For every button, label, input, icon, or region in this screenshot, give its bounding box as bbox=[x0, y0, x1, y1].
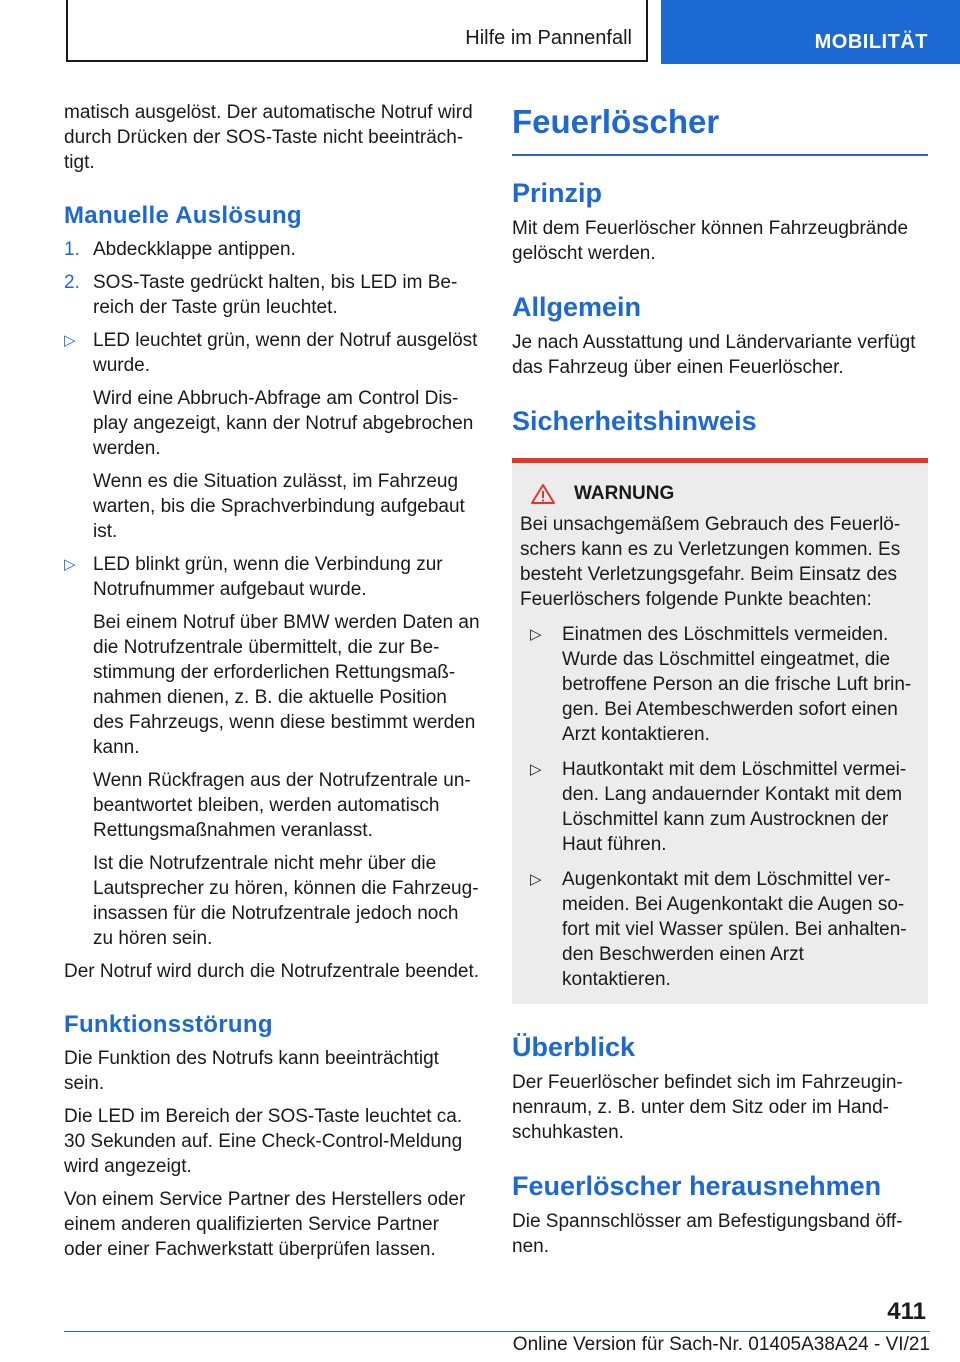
right-column bbox=[512, 100, 928, 1267]
bullet-triangle-icon: ▷ bbox=[64, 332, 76, 349]
general-paragraph: Je nach Ausstattung und Ländervariante verfügt das Fahrzeug über einen Feuerlöscher. bbox=[512, 332, 916, 378]
bullet-text: LED leuchtet grün, wenn der Notruf ausgelöst wurde. bbox=[93, 330, 478, 376]
left-column bbox=[64, 100, 480, 1270]
malfunction-paragraph: Die Funktion des Notrufs kann beeinträchtigt sein. bbox=[64, 1048, 439, 1094]
bullet-triangle-icon: ▷ bbox=[530, 626, 542, 643]
step-item bbox=[64, 270, 480, 320]
step-text: SOS-Taste gedrückt halten, bis LED im Bereich der Taste grün leuchtet. bbox=[93, 272, 458, 318]
warning-text: Bei unsachgemäßem Gebrauch des Feuerlöschers kann es zu Verletzungen kommen. Es besteht Verletzungsgefahr. Beim Einsatz des Feuerlöschers folgende Punkte beachten: bbox=[520, 514, 901, 610]
warning-item-text: Augenkontakt mit dem Löschmittel vermeiden. Bei Augenkontakt die Augen sofort mit viel Wasser spülen. Bei anhaltenden Beschwerden einen Arzt kontaktieren. bbox=[562, 869, 907, 990]
chapter-tab bbox=[661, 0, 960, 64]
step-number: 2. bbox=[64, 272, 80, 293]
warning-item bbox=[520, 757, 916, 857]
page-number: 411 bbox=[887, 1298, 926, 1325]
safety-heading: Sicherheitshinweis bbox=[512, 406, 757, 436]
malfunction-paragraph: Von einem Service Partner des Herstellers oder einem anderen qualifizierten Service Partner oder einer Fachwerkstatt überprüfen lassen. bbox=[64, 1189, 466, 1260]
warning-item-text: Hautkontakt mit dem Löschmittel vermeiden. Lang andauernder Kontakt mit dem Löschmittel kann zum Austrocknen der Haut führen. bbox=[562, 759, 907, 855]
end-paragraph: Der Notruf wird durch die Notrufzentrale beendet. bbox=[64, 961, 480, 982]
footer-divider bbox=[64, 1331, 930, 1332]
footer-online-version: Online Version für Sach-Nr. 01405A38A24 - VI/21 bbox=[512, 1334, 930, 1355]
warning-item-text: Einatmen des Löschmittels vermeiden. Wurde das Löschmittel eingeatmet, die betroffene Person an die frische Luft bringen. Bei Atembeschwerden sofort einen Arzt kontaktieren. bbox=[562, 624, 912, 745]
warning-label: WARNUNG bbox=[574, 483, 675, 504]
malfunction-paragraph: Die LED im Bereich der SOS-Taste leuchtet ca. 30 Sekunden auf. Eine Check-Control-Meldung wird angezeigt. bbox=[64, 1106, 463, 1177]
bullet-triangle-icon: ▷ bbox=[64, 556, 76, 573]
principle-heading: Prinzip bbox=[512, 178, 603, 208]
bullet-triangle-icon: ▷ bbox=[530, 871, 542, 888]
general-heading: Allgemein bbox=[512, 292, 642, 322]
step-item bbox=[64, 237, 480, 262]
warning-item bbox=[520, 622, 916, 747]
warning-title-row bbox=[520, 481, 916, 506]
malfunction-heading: Funktionsstörung bbox=[64, 1011, 273, 1038]
bullet-subparagraph: Wenn es die Situation zulässt, im Fahrzeug warten, bis die Sprachverbindung aufgebaut ist. bbox=[93, 471, 465, 542]
bullet-subparagraph: Bei einem Notruf über BMW werden Daten an die Notrufzentrale übermittelt, die zur Bestimmung der erforderlichen Rettungsmaßnahmen dienen, z. B. die aktuelle Position des Fahrzeugs, wenn diese bestimmt werden kann. bbox=[93, 612, 480, 758]
bullet-subparagraph: Wenn Rückfragen aus der Notrufzentrale unbeantwortet bleiben, werden automatisch Rettungsmaßnahmen veranlasst. bbox=[93, 770, 471, 841]
page-title: Feuerlöscher bbox=[512, 100, 928, 156]
manual-trigger-heading: Manuelle Auslösung bbox=[64, 202, 302, 229]
bullet-triangle-icon: ▷ bbox=[530, 761, 542, 778]
warning-item bbox=[520, 867, 916, 992]
bullet-item bbox=[64, 328, 480, 378]
section-title: Hilfe im Pannenfall bbox=[465, 27, 632, 49]
step-number: 1. bbox=[64, 239, 80, 260]
step-text: Abdeckklappe antippen. bbox=[93, 239, 296, 260]
bullet-text: LED blinkt grün, wenn die Verbindung zur Notrufnummer aufgebaut wurde. bbox=[93, 554, 443, 600]
remove-paragraph: Die Spannschlösser am Befestigungsband öffnen. bbox=[512, 1211, 903, 1257]
overview-paragraph: Der Feuerlöscher befindet sich im Fahrzeuginnenraum, z. B. unter dem Sitz oder im Handschuhkasten. bbox=[512, 1072, 903, 1143]
remove-heading: Feuerlöscher herausnehmen bbox=[512, 1171, 882, 1201]
intro-paragraph: matisch ausgelöst. Der automatische Notruf wird durch Drücken der SOS-Taste nicht beeinträchtigt. bbox=[64, 102, 473, 173]
chapter-title: MOBILITÄT bbox=[814, 31, 928, 53]
bullet-item bbox=[64, 552, 480, 602]
bullet-subparagraph: Wird eine Abbruch-Abfrage am Control Display angezeigt, kann der Notruf abgebrochen werden. bbox=[93, 388, 474, 459]
bullet-subparagraph: Ist die Notrufzentrale nicht mehr über die Lautsprecher zu hören, können die Fahrzeuginsassen für die Notrufzentrale jedoch noch zu hören sein. bbox=[93, 853, 479, 949]
running-header-section bbox=[66, 0, 648, 62]
overview-heading: Überblick bbox=[512, 1032, 636, 1062]
principle-paragraph: Mit dem Feuerlöscher können Fahrzeugbrände gelöscht werden. bbox=[512, 218, 909, 264]
warning-triangle-icon bbox=[530, 483, 556, 505]
warning-box bbox=[512, 458, 928, 1004]
